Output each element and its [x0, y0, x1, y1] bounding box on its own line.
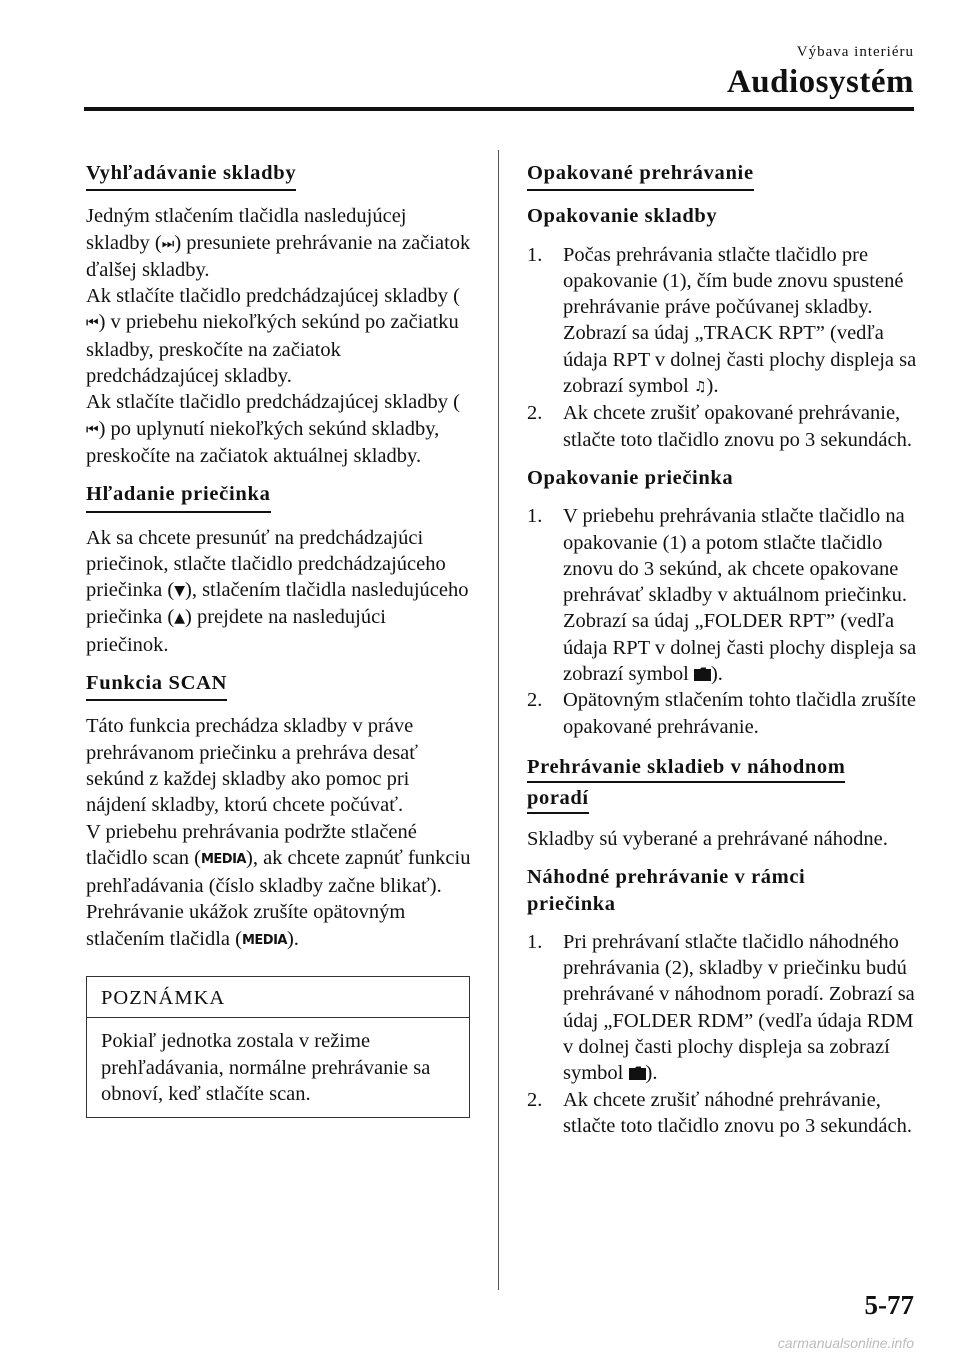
page-number: 5-77 — [864, 1290, 914, 1320]
header-rule — [84, 107, 914, 111]
page-title: Audiosystém — [726, 64, 914, 100]
previous-track-icon: ⏮ — [86, 315, 99, 332]
list-item: 2. Ak chcete zrušiť opakované prehrávanie, stlačte toto tlačidlo znovu po 3 sekundách. — [527, 402, 912, 451]
random-intro: Skladby sú vyberané a prehrávané náhodne. — [527, 827, 888, 850]
folder-search-heading: Hľadanie priečinka — [86, 481, 271, 512]
folder-repeat-steps — [527, 503, 917, 740]
track-search-heading: Vyhľadávanie skladby — [86, 160, 296, 191]
note-heading: POZNÁMKA — [87, 977, 469, 1018]
folder-icon — [694, 667, 711, 681]
track-repeat-steps — [527, 242, 917, 453]
list-item: 2. Ak chcete zrušiť náhodné prehrávanie, stlačte toto tlačidlo znovu po 3 sekundách. — [527, 1088, 912, 1137]
header-section: Výbava interiéru — [796, 44, 914, 60]
track-repeat-heading: Opakovanie skladby — [527, 205, 718, 228]
note-body: Pokiaľ jednotka zostala v režime prehľadávania, normálne prehrávanie sa obnoví, keď stlačíte scan. — [101, 1030, 431, 1105]
column-divider — [498, 150, 499, 1290]
random-heading: Prehrávanie skladieb v náhodnom poradí — [527, 752, 857, 814]
list-item: 2. Opätovným stlačením tohto tlačidla zrušíte opakované prehrávanie. — [527, 689, 916, 738]
music-note-icon: ♫ — [693, 379, 707, 396]
note-box — [86, 976, 470, 1118]
random-steps — [527, 929, 917, 1139]
right-column — [527, 160, 917, 1151]
scan-heading: Funkcia SCAN — [86, 670, 227, 701]
next-track-icon: ⏭ — [161, 235, 175, 252]
left-column — [86, 160, 471, 1118]
track-search-paragraph-1: Jedným stlačením tlačidla nasledujúcej skladby (⏭) presuniete prehrávanie na začiatok ďalšej skladby. Ak stlačíte tlačidlo predchádzajúcej skladby (⏮) v priebehu niekoľkých sekúnd po začiatku skladby, preskočíte na začiatok predchádzajúcej skladby. Ak stlačíte tlačidlo predchádzajúcej skladby (⏮) po uplynutí niekoľkých sekúnd skladby, preskočíte na začiatok aktuálnej skladby. — [86, 205, 471, 467]
media-button-icon: MEDIA — [241, 932, 287, 948]
folder-search-paragraph: Ak sa chcete presunúť na predchádzajúci priečinok, stlačte tlačidlo predchádzajúceho priečinka (▼), stlačením tlačidla nasledujúceho priečinka (▲) prejdete na nasledujúci priečinok. — [86, 526, 469, 656]
watermark: carmanualsonline.info — [777, 1335, 914, 1351]
previous-track-icon: ⏮ — [86, 421, 99, 438]
list-item: 1. Pri prehrávaní stlačte tlačidlo náhodného prehrávania (2), skladby v priečinku budú prehrávané v náhodnom poradí. Zobrazí sa údaj „FOLDER RDM” (vedľa údaja RDM v dolnej časti plochy displeja sa zobrazí symbol ). — [527, 930, 915, 1085]
media-button-icon: MEDIA — [200, 851, 246, 867]
list-item: 1. V priebehu prehrávania stlačte tlačidlo na opakovanie (1) a potom stlačte tlačidlo znovu do 3 sekúnd, ak chcete opakovane prehrávať skladby v aktuálnom priečinku. Zobrazí sa údaj „FOLDER RPT” (vedľa údaja RPT v dolnej časti plochy displeja sa zobrazí symbol ). — [527, 505, 917, 686]
folder-up-icon: ▲ — [174, 610, 185, 627]
repeat-heading: Opakované prehrávanie — [527, 160, 754, 191]
folder-icon — [629, 1066, 646, 1080]
folder-repeat-heading: Opakovanie priečinka — [527, 466, 734, 489]
random-folder-heading: Náhodné prehrávanie v rámci priečinka — [527, 866, 806, 915]
list-item: 1. Počas prehrávania stlačte tlačidlo pre opakovanie (1), čím bude znovu spustené prehrávanie práve počúvanej skladby. Zobrazí sa údaj „TRACK RPT” (vedľa údaja RPT v dolnej časti plochy displeja sa zobrazí symbol ♫). — [527, 242, 917, 401]
scan-paragraph: Táto funkcia prechádza skladby v práve prehrávanom priečinku a prehráva desať sekúnd z každej skladby ako pomoc pri nájdení skladby, ktorú chcete počúvať. V priebehu prehrávania podržte stlačené tlačidlo scan (MEDIA), ak chcete zapnúť funkciu prehľadávania (číslo skladby začne blikať). Prehrávanie ukážok zrušíte opätovným stlačením tlačidla (MEDIA). — [86, 713, 471, 954]
folder-down-icon: ▼ — [174, 583, 185, 600]
